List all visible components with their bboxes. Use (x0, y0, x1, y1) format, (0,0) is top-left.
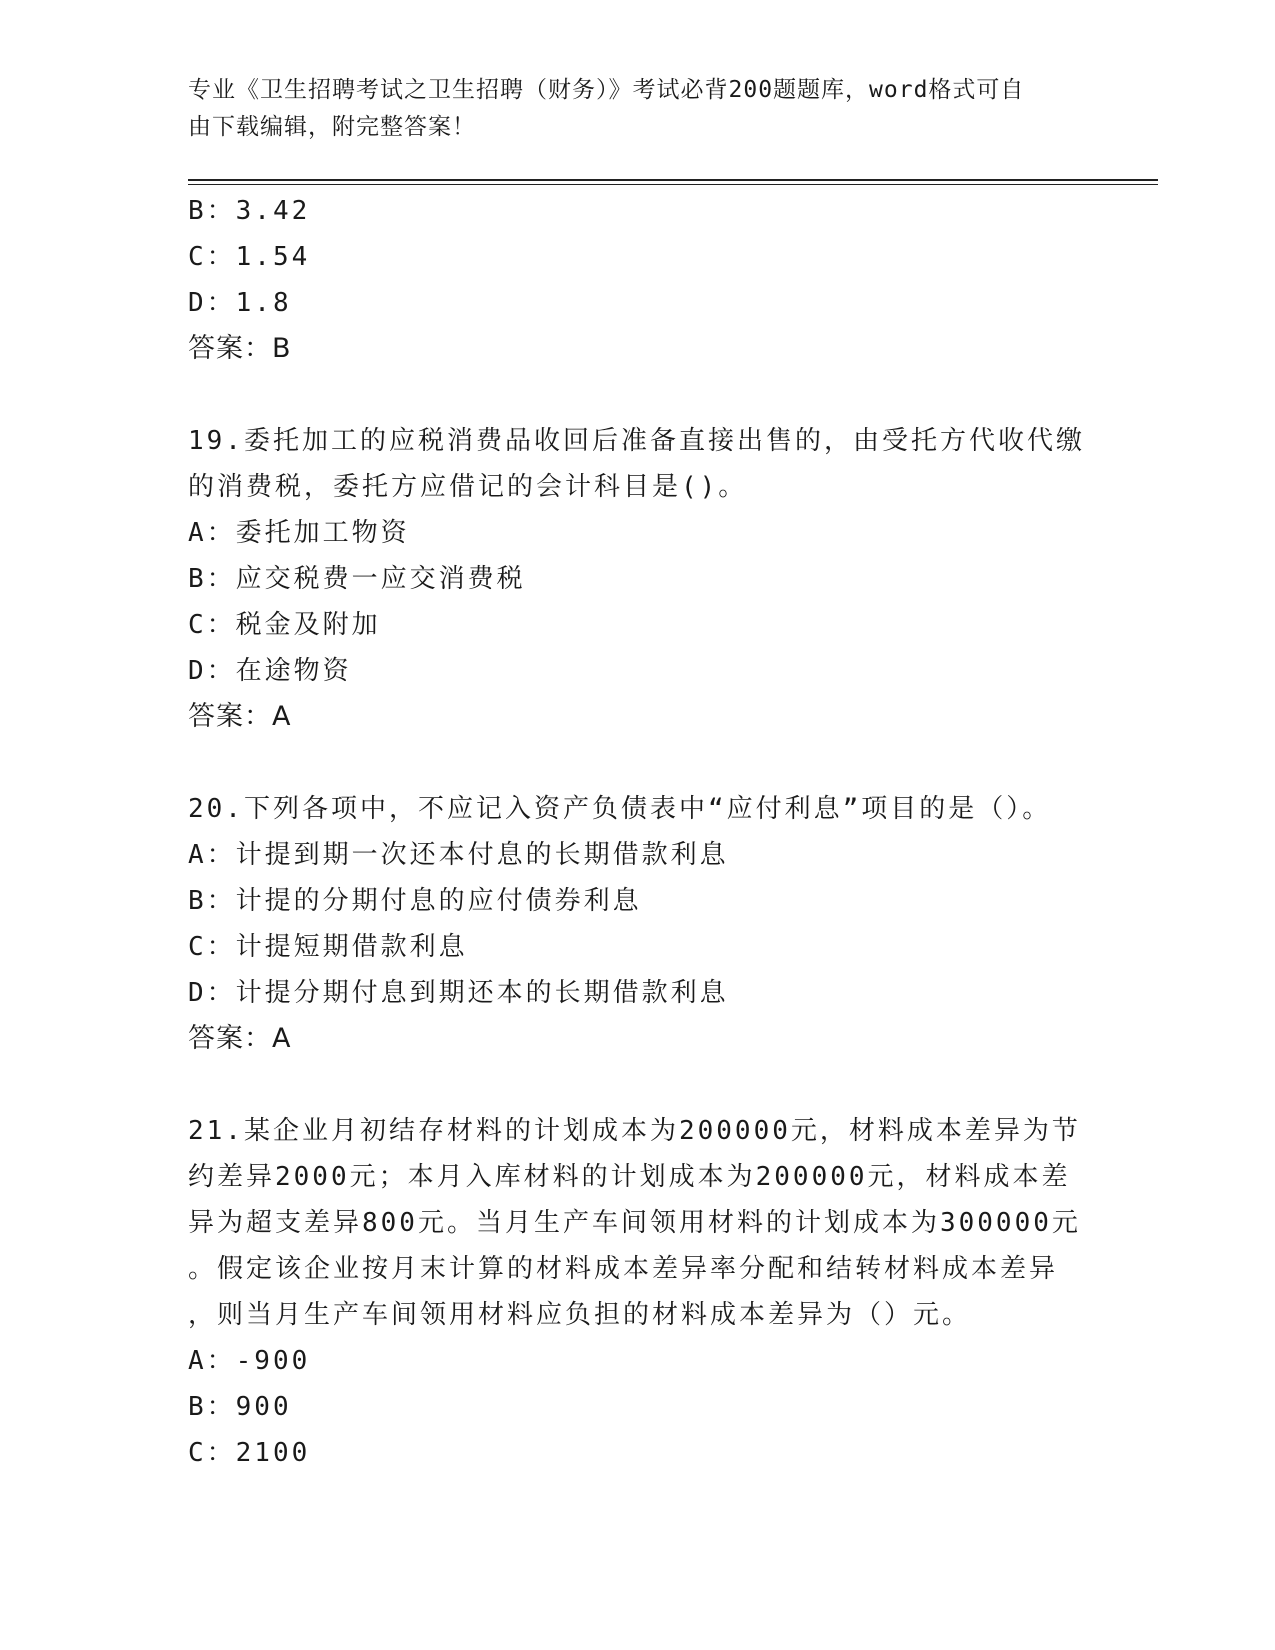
option-b: B：900 (188, 1392, 292, 1422)
question-stem: 异为超支差异800元。当月生产车间领用材料的计划成本为300000元 (188, 1208, 1081, 1238)
question-content (188, 188, 1088, 1476)
option-a: A：-900 (188, 1346, 311, 1376)
option-d: D：在途物资 (188, 656, 352, 686)
option-b: B：计提的分期付息的应付债券利息 (188, 886, 642, 916)
question-19 (188, 418, 1088, 740)
option-b: B：3.42 (188, 196, 311, 226)
option-a: A：委托加工物资 (188, 518, 410, 548)
question-21 (188, 1108, 1088, 1476)
header-divider-thin (188, 184, 1158, 185)
answer-line: 答案：A (188, 701, 292, 732)
question-stem: 的消费税，委托方应借记的会计科目是()。 (188, 472, 748, 502)
question-stem: 21.某企业月初结存材料的计划成本为200000元，材料成本差异为节 (188, 1116, 1081, 1146)
spacer (188, 1062, 1088, 1108)
question-20 (188, 786, 1088, 1062)
header-line-2: 由下载编辑，附完整答案！ (188, 114, 476, 140)
spacer (188, 372, 1088, 418)
option-d: D：1.8 (188, 288, 292, 318)
option-c: C：税金及附加 (188, 610, 381, 640)
spacer (188, 740, 1088, 786)
question-stem: 19.委托加工的应税消费品收回后准备直接出售的，由受托方代收代缴 (188, 426, 1085, 456)
option-d: D：计提分期付息到期还本的长期借款利息 (188, 978, 729, 1008)
answer-line: 答案：B (188, 333, 292, 364)
answer-line: 答案：A (188, 1023, 292, 1054)
question-stem: 约差异2000元；本月入库材料的计划成本为200000元，材料成本差 (188, 1162, 1071, 1192)
question-18-continued (188, 188, 1088, 372)
option-c: C：2100 (188, 1438, 311, 1468)
question-stem: 。假定该企业按月末计算的材料成本差异率分配和结转材料成本差异 (188, 1254, 1059, 1284)
document-header (188, 72, 1078, 146)
option-c: C：1.54 (188, 242, 311, 272)
option-b: B：应交税费一应交消费税 (188, 564, 526, 594)
header-line-1: 专业《卫生招聘考试之卫生招聘（财务）》考试必背200题题库，word格式可自 (188, 77, 1025, 103)
header-divider-thick (188, 179, 1158, 181)
question-stem: 20.下列各项中，不应记入资产负债表中“应付利息”项目的是（）。 (188, 794, 1052, 824)
option-a: A：计提到期一次还本付息的长期借款利息 (188, 840, 729, 870)
question-stem: ，则当月生产车间领用材料应负担的材料成本差异为（）元。 (188, 1300, 972, 1330)
option-c: C：计提短期借款利息 (188, 932, 468, 962)
